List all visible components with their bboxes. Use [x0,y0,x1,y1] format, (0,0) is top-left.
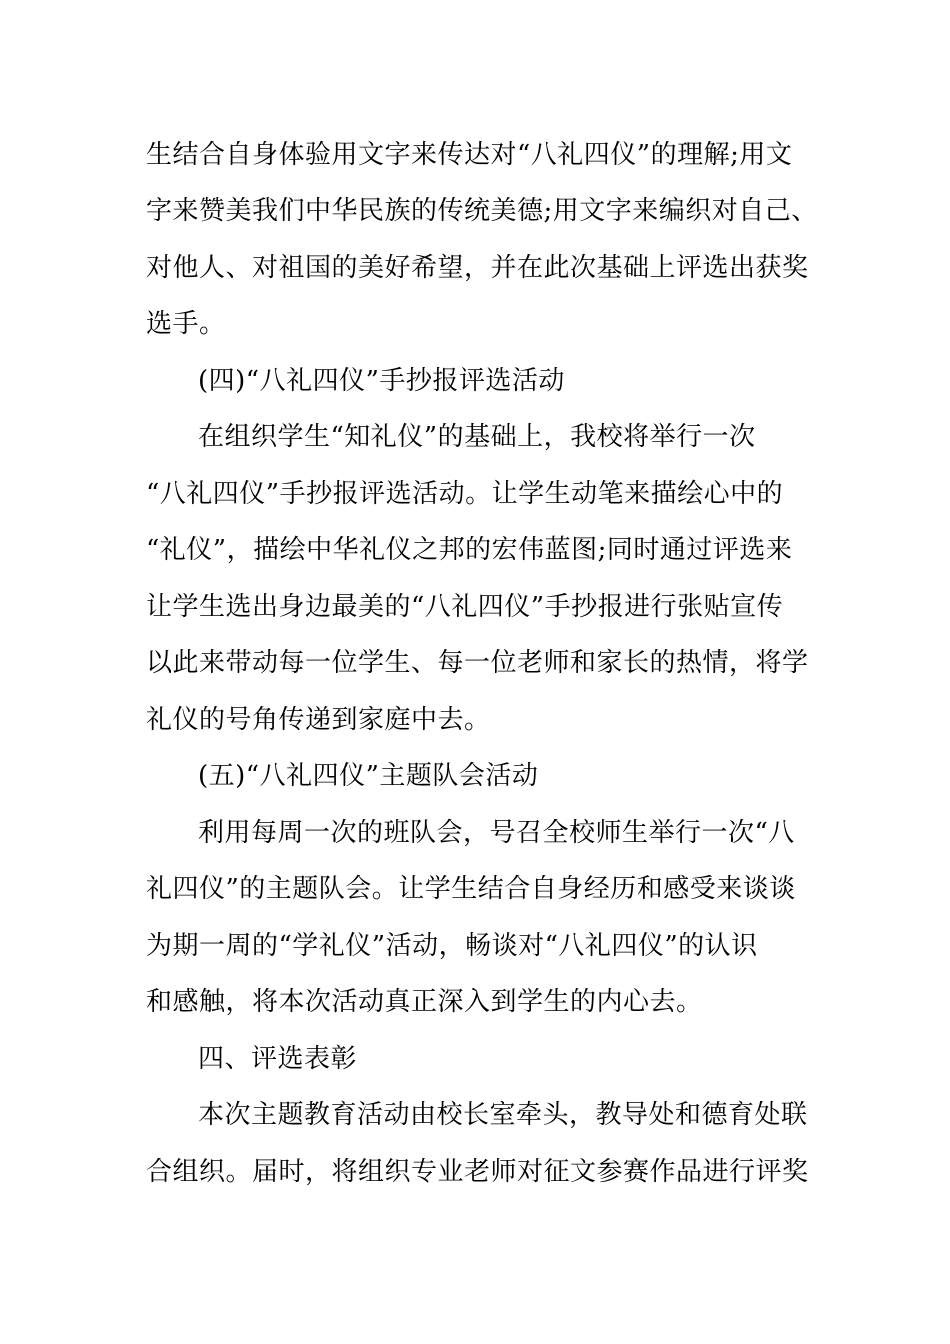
text-line: 以此来带动每一位学生、每一位老师和家长的热情，将学 [146,648,809,678]
text-line: 本次主题教育活动由校长室牵头，教导处和德育处联 [198,1100,808,1130]
text-line: 字来赞美我们中华民族的传统美德;用文字来编织对自己、 [146,196,818,226]
section-heading: (四)“八礼四仪”手抄报评选活动 [198,366,565,396]
text-line: 对他人、对祖国的美好希望，并在此次基础上评选出获奖 [146,253,809,283]
section-heading: (五)“八礼四仪”主题队会活动 [198,761,539,791]
text-line: 生结合自身体验用文字来传达对“八礼四仪”的理解;用文 [146,140,793,170]
text-line: “八礼四仪”手抄报评选活动。让学生动笔来描绘心中的 [146,479,784,509]
text-line: 礼仪的号角传递到家庭中去。 [146,705,491,735]
text-line: “礼仪”，描绘中华礼仪之邦的宏伟蓝图;同时通过评选来 [146,535,793,565]
text-line: 礼四仪”的主题队会。让学生结合自身经历和感受来谈谈 [146,874,796,904]
text-line: 利用每周一次的班队会，号召全校师生举行一次“八 [198,818,795,848]
text-line: 选手。 [146,309,226,339]
text-line: 在组织学生“知礼仪”的基础上，我校将举行一次 [198,422,756,452]
section-heading: 四、评选表彰 [198,1044,358,1074]
text-line: 合组织。届时，将组织专业老师对征文参赛作品进行评奖 [146,1157,809,1187]
text-line: 为期一周的“学礼仪”活动，畅谈对“八礼四仪”的认识 [146,931,758,961]
text-line: 和感触，将本次活动真正深入到学生的内心去。 [146,987,703,1017]
text-line: 让学生选出身边最美的“八礼四仪”手抄报进行张贴宣传 [146,592,784,622]
